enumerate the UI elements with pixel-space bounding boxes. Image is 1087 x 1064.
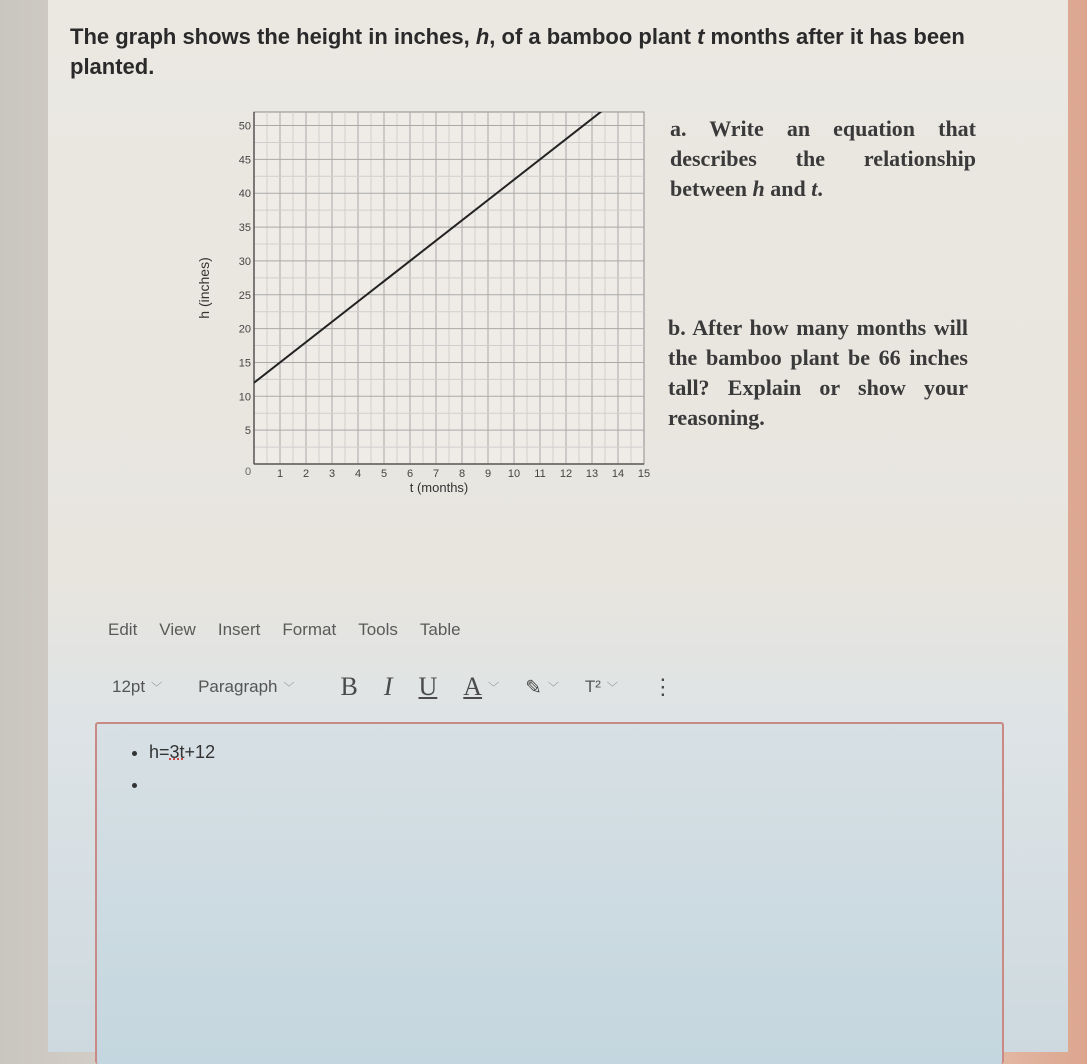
x-tick-label: 11 bbox=[534, 468, 546, 480]
x-tick-label: 13 bbox=[585, 468, 599, 480]
y-tick-label: 5 bbox=[244, 425, 251, 438]
highlight-button[interactable] bbox=[525, 675, 559, 700]
text-color-button[interactable]: A ﹀ bbox=[463, 672, 500, 701]
italic-button[interactable]: I bbox=[383, 672, 393, 701]
x-tick-label: 5 bbox=[380, 468, 388, 480]
highlighter-icon: ✎ bbox=[525, 676, 542, 699]
chevron-down-icon: ﹀ bbox=[606, 682, 618, 694]
underline-button[interactable]: U bbox=[418, 672, 438, 701]
menu-tools[interactable]: Tools bbox=[358, 620, 398, 639]
y-axis-title: h (inches) bbox=[196, 257, 212, 319]
x-tick-label: 4 bbox=[354, 468, 362, 480]
x-tick-label: 12 bbox=[559, 468, 573, 480]
editor-menubar bbox=[108, 620, 461, 640]
x-tick-label: 2 bbox=[302, 468, 310, 480]
font-size-select[interactable]: 12pt ﹀ bbox=[112, 677, 163, 696]
question-part-a: a. Write an equation that describes the relationship between h and t. bbox=[670, 116, 977, 201]
chevron-down-icon: ﹀ bbox=[151, 682, 163, 694]
bold-button[interactable]: B bbox=[340, 672, 358, 701]
answer-list bbox=[97, 742, 1002, 796]
menu-view[interactable]: View bbox=[159, 620, 196, 639]
menu-insert[interactable]: Insert bbox=[217, 620, 261, 639]
list-item: • h=3t+12 bbox=[149, 742, 1002, 764]
more-options-icon[interactable]: ⋮ bbox=[651, 674, 674, 699]
origin-label: 0 bbox=[244, 466, 252, 478]
menu-edit[interactable]: Edit bbox=[108, 620, 138, 639]
y-tick-label: 20 bbox=[238, 323, 251, 336]
graph-svg bbox=[180, 100, 660, 510]
block-format-select[interactable]: Paragraph ﹀ bbox=[198, 677, 295, 696]
x-tick-label: 3 bbox=[328, 468, 336, 480]
answer-editor[interactable] bbox=[95, 722, 1004, 1064]
x-tick-label: 14 bbox=[611, 468, 625, 480]
x-tick-label: 6 bbox=[406, 468, 414, 480]
x-tick-label: 10 bbox=[507, 468, 521, 480]
x-tick-label: 15 bbox=[637, 468, 651, 480]
superscript-button[interactable]: T² ﹀ bbox=[584, 677, 618, 696]
y-tick-label: 40 bbox=[238, 188, 251, 201]
y-tick-label: 25 bbox=[238, 289, 251, 302]
question-text: The graph shows the height in inches, h, of a bamboo plant t months after it has been planted. bbox=[70, 24, 965, 79]
editor-toolbar bbox=[112, 672, 700, 702]
chevron-down-icon: ﹀ bbox=[547, 682, 559, 694]
list-item bbox=[149, 774, 1002, 796]
chevron-down-icon: ﹀ bbox=[283, 682, 295, 694]
x-tick-label: 7 bbox=[432, 468, 440, 480]
y-tick-label: 15 bbox=[238, 357, 251, 370]
y-tick-label: 50 bbox=[238, 120, 251, 133]
x-axis-title: t (months) bbox=[409, 480, 469, 495]
x-tick-label: 1 bbox=[276, 468, 284, 480]
menu-table[interactable]: Table bbox=[419, 620, 461, 639]
chevron-down-icon: ﹀ bbox=[488, 682, 500, 694]
y-tick-label: 45 bbox=[238, 154, 251, 167]
height-graph bbox=[180, 100, 660, 510]
x-tick-label: 8 bbox=[458, 468, 466, 480]
y-tick-label: 30 bbox=[238, 255, 251, 268]
question-part-b: b. After how many months will the bamboo plant be 66 inches tall? Explain or show your reasoning. bbox=[668, 315, 969, 430]
y-tick-label: 10 bbox=[238, 391, 251, 404]
menu-format[interactable]: Format bbox=[282, 620, 337, 639]
x-tick-label: 9 bbox=[484, 468, 492, 480]
y-tick-label: 35 bbox=[238, 222, 251, 235]
